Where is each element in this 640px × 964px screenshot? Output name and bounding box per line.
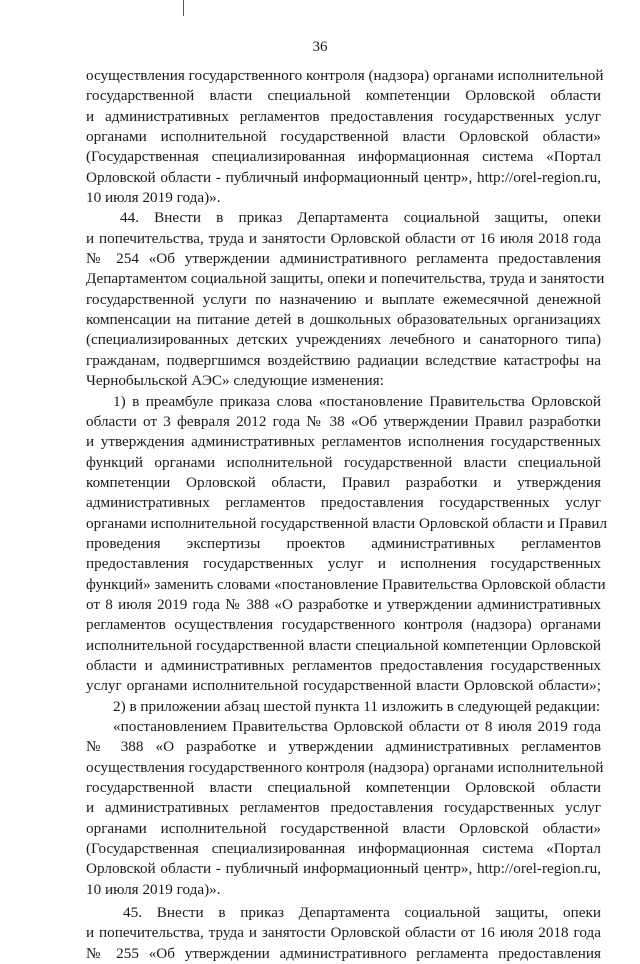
text-line: Орловской области - публичный информационный центр», http://orel-region.ru, xyxy=(86,168,601,186)
text-line: проведения экспертизы проектов административных регламентов xyxy=(86,534,601,552)
text-line: регламентов осуществления государственного контроля (надзора) органами xyxy=(86,616,601,634)
text-line: органами исполнительной государственной власти Орловской области и Правил xyxy=(86,514,608,532)
text-line: государственной власти специальной компетенции Орловской области xyxy=(86,87,601,105)
text-line: и попечительства, труда и занятости Орловской области от 16 июля 2018 года xyxy=(86,229,601,247)
text-line: 1) в преамбуле приказа слова «постановление Правительства Орловской xyxy=(113,392,601,410)
text-line: (специализированных детских учреждениях лечебного и санаторного типа) xyxy=(86,331,601,349)
document-body xyxy=(86,66,608,964)
text-line: осуществления государственного контроля (надзора) органами исполнительной xyxy=(86,67,604,84)
text-line: № 255 «Об утверждении административного регламента предоставления xyxy=(86,944,601,962)
text-line: органами исполнительной государственной власти Орловской области» xyxy=(86,128,601,146)
text-line: области от 3 февраля 2012 года № 38 «Об утверждении Правил разработки xyxy=(86,412,601,430)
text-line: государственной услуги по назначению и выплате ежемесячной денежной xyxy=(86,290,601,308)
text-line: осуществления государственного контроля (надзора) органами исполнительной xyxy=(86,758,604,776)
text-line: № 388 «О разработке и утверждении административных регламентов xyxy=(86,738,601,756)
text-line: услуг органами исполнительной государственной власти Орловской области»; xyxy=(86,677,601,695)
text-line: органами исполнительной государственной власти Орловской области» xyxy=(86,819,601,837)
text-line: функций органами исполнительной государственной власти специальной xyxy=(86,453,601,471)
text-line: (Государственная специализированная информационная система «Портал xyxy=(86,148,601,166)
text-line: и административных регламентов предоставления государственных услуг xyxy=(86,799,601,817)
text-line: 44. Внести в приказ Департамента социальной защиты, опеки xyxy=(120,209,601,227)
scan-edge-mark xyxy=(183,0,184,16)
text-line: 45. Внести в приказ Департамента социальной защиты, опеки xyxy=(123,904,601,922)
text-line: функций» заменить словами «постановление Правительства Орловской области xyxy=(86,575,606,593)
text-line: административных регламентов предоставления государственных услуг xyxy=(86,494,601,512)
text-line: и утверждения административных регламентов исполнения государственных xyxy=(86,433,601,451)
text-line: «постановлением Правительства Орловской области от 8 июля 2019 года xyxy=(113,718,601,735)
text-line: и административных регламентов предоставления государственных услуг xyxy=(86,107,601,125)
text-line: Чернобыльской АЭС» следующие изменения: xyxy=(86,372,384,390)
text-line: компетенции Орловской области, Правил разработки и утверждения xyxy=(86,473,601,491)
text-line: Департаментом социальной защиты, опеки и попечительства, труда и занятости xyxy=(86,270,605,288)
text-line: государственной власти специальной компетенции Орловской области xyxy=(86,779,601,797)
text-line: области и административных регламентов предоставления государственных xyxy=(86,656,601,674)
text-line: гражданам, подвергшимся воздействию радиации вследствие катастрофы на xyxy=(86,351,601,369)
text-line: 10 июля 2019 года)». xyxy=(86,880,221,898)
text-line: от 8 июля 2019 года № 388 «О разработке и утверждении административных xyxy=(86,595,601,613)
text-line: 10 июля 2019 года)». xyxy=(86,189,221,207)
text-line: компенсации на питание детей в дошкольных образовательных организациях xyxy=(86,311,601,329)
page-number: 36 xyxy=(312,39,328,55)
text-line: 2) в приложении абзац шестой пункта 11 изложить в следующей редакции: xyxy=(113,697,601,715)
text-line: (Государственная специализированная информационная система «Портал xyxy=(86,840,601,858)
text-line: исполнительной государственной власти специальной компетенции Орловской xyxy=(86,636,601,654)
text-line: предоставления государственных услуг и исполнения государственных xyxy=(86,555,601,573)
text-line: и попечительства, труда и занятости Орловской области от 16 июля 2018 года xyxy=(86,924,601,942)
text-line: Орловской области - публичный информационный центр», http://orel-region.ru, xyxy=(86,860,601,878)
text-line: № 254 «Об утверждении административного регламента предоставления xyxy=(86,250,601,268)
